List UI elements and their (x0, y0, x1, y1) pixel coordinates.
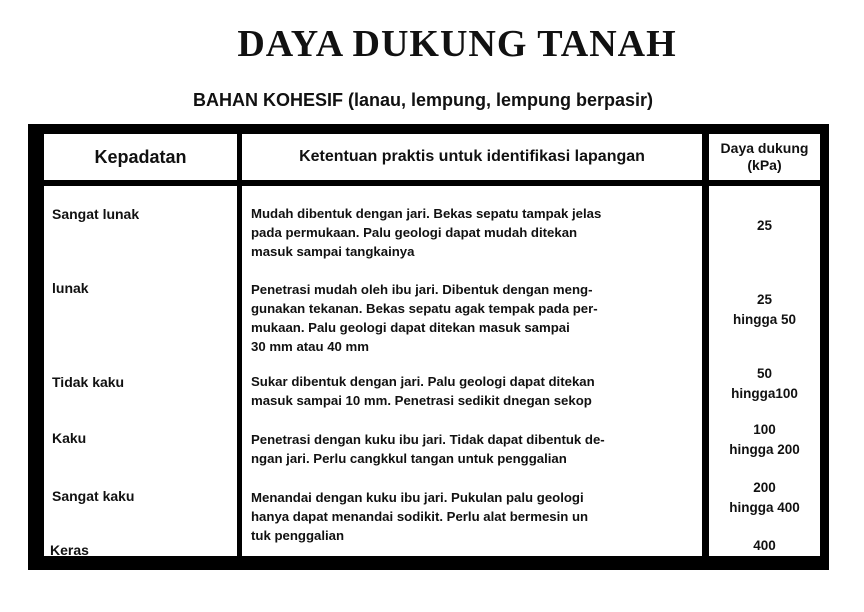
field-identification-column (242, 186, 702, 556)
capacity-value: 25 hingga 50 (732, 292, 796, 327)
density-label: Tidak kaku (52, 374, 125, 390)
header-bearing-capacity-unit: (kPa) (747, 157, 782, 173)
bearing-capacity-table (28, 124, 829, 570)
page-subtitle: BAHAN KOHESIF (lanau, lempung, lempung berpasir) (193, 90, 654, 110)
field-description: Mudah dibentuk dengan jari. Bekas sepatu tampak jelas pada permukaan. Palu geologi dapat mudah ditekan masuk sampai tangkainya (251, 206, 602, 259)
density-column (44, 186, 237, 556)
field-description: Sukar dibentuk dengan jari. Palu geologi dapat ditekan masuk sampai 10 mm. Penetrasi sedikit dnegan sekop (251, 374, 595, 408)
field-description: Menandai dengan kuku ibu jari. Pukulan palu geologi hanya dapat menandai sodikit. Perlu alat bermesin un tuk penggalian (251, 490, 589, 543)
capacity-value: 400 (753, 538, 776, 553)
density-label: Keras (50, 542, 89, 558)
header-density: Kepadatan (44, 134, 237, 180)
field-description: Penetrasi dengan kuku ibu jari. Tidak dapat dibentuk de- ngan jari. Perlu cangkkul tangan untuk penggalian (251, 432, 605, 466)
page-title: DAYA DUKUNG TANAH (237, 23, 677, 65)
density-label: Sangat lunak (52, 206, 140, 222)
field-description: Penetrasi mudah oleh ibu jari. Dibentuk dengan meng- gunakan tekanan. Bekas sepatu agak tempak pada per- mukaan. Palu geologi dapat ditekan masuk sampai 30 mm atau 40 mm (251, 282, 598, 354)
capacity-value: 100 hingga 200 (729, 422, 800, 457)
capacity-value: 200 hingga 400 (729, 480, 800, 515)
capacity-value: 50 hingga100 (731, 366, 798, 401)
density-label: Sangat kaku (52, 488, 135, 504)
capacity-value: 25 (756, 218, 773, 233)
density-label: lunak (52, 280, 89, 296)
density-label: Kaku (52, 430, 87, 446)
bearing-capacity-column (709, 186, 820, 556)
header-bearing-capacity (709, 134, 820, 180)
header-field-identification: Ketentuan praktis untuk identifikasi lapangan (242, 134, 702, 180)
header-bearing-capacity-title: Daya dukung (720, 140, 809, 156)
